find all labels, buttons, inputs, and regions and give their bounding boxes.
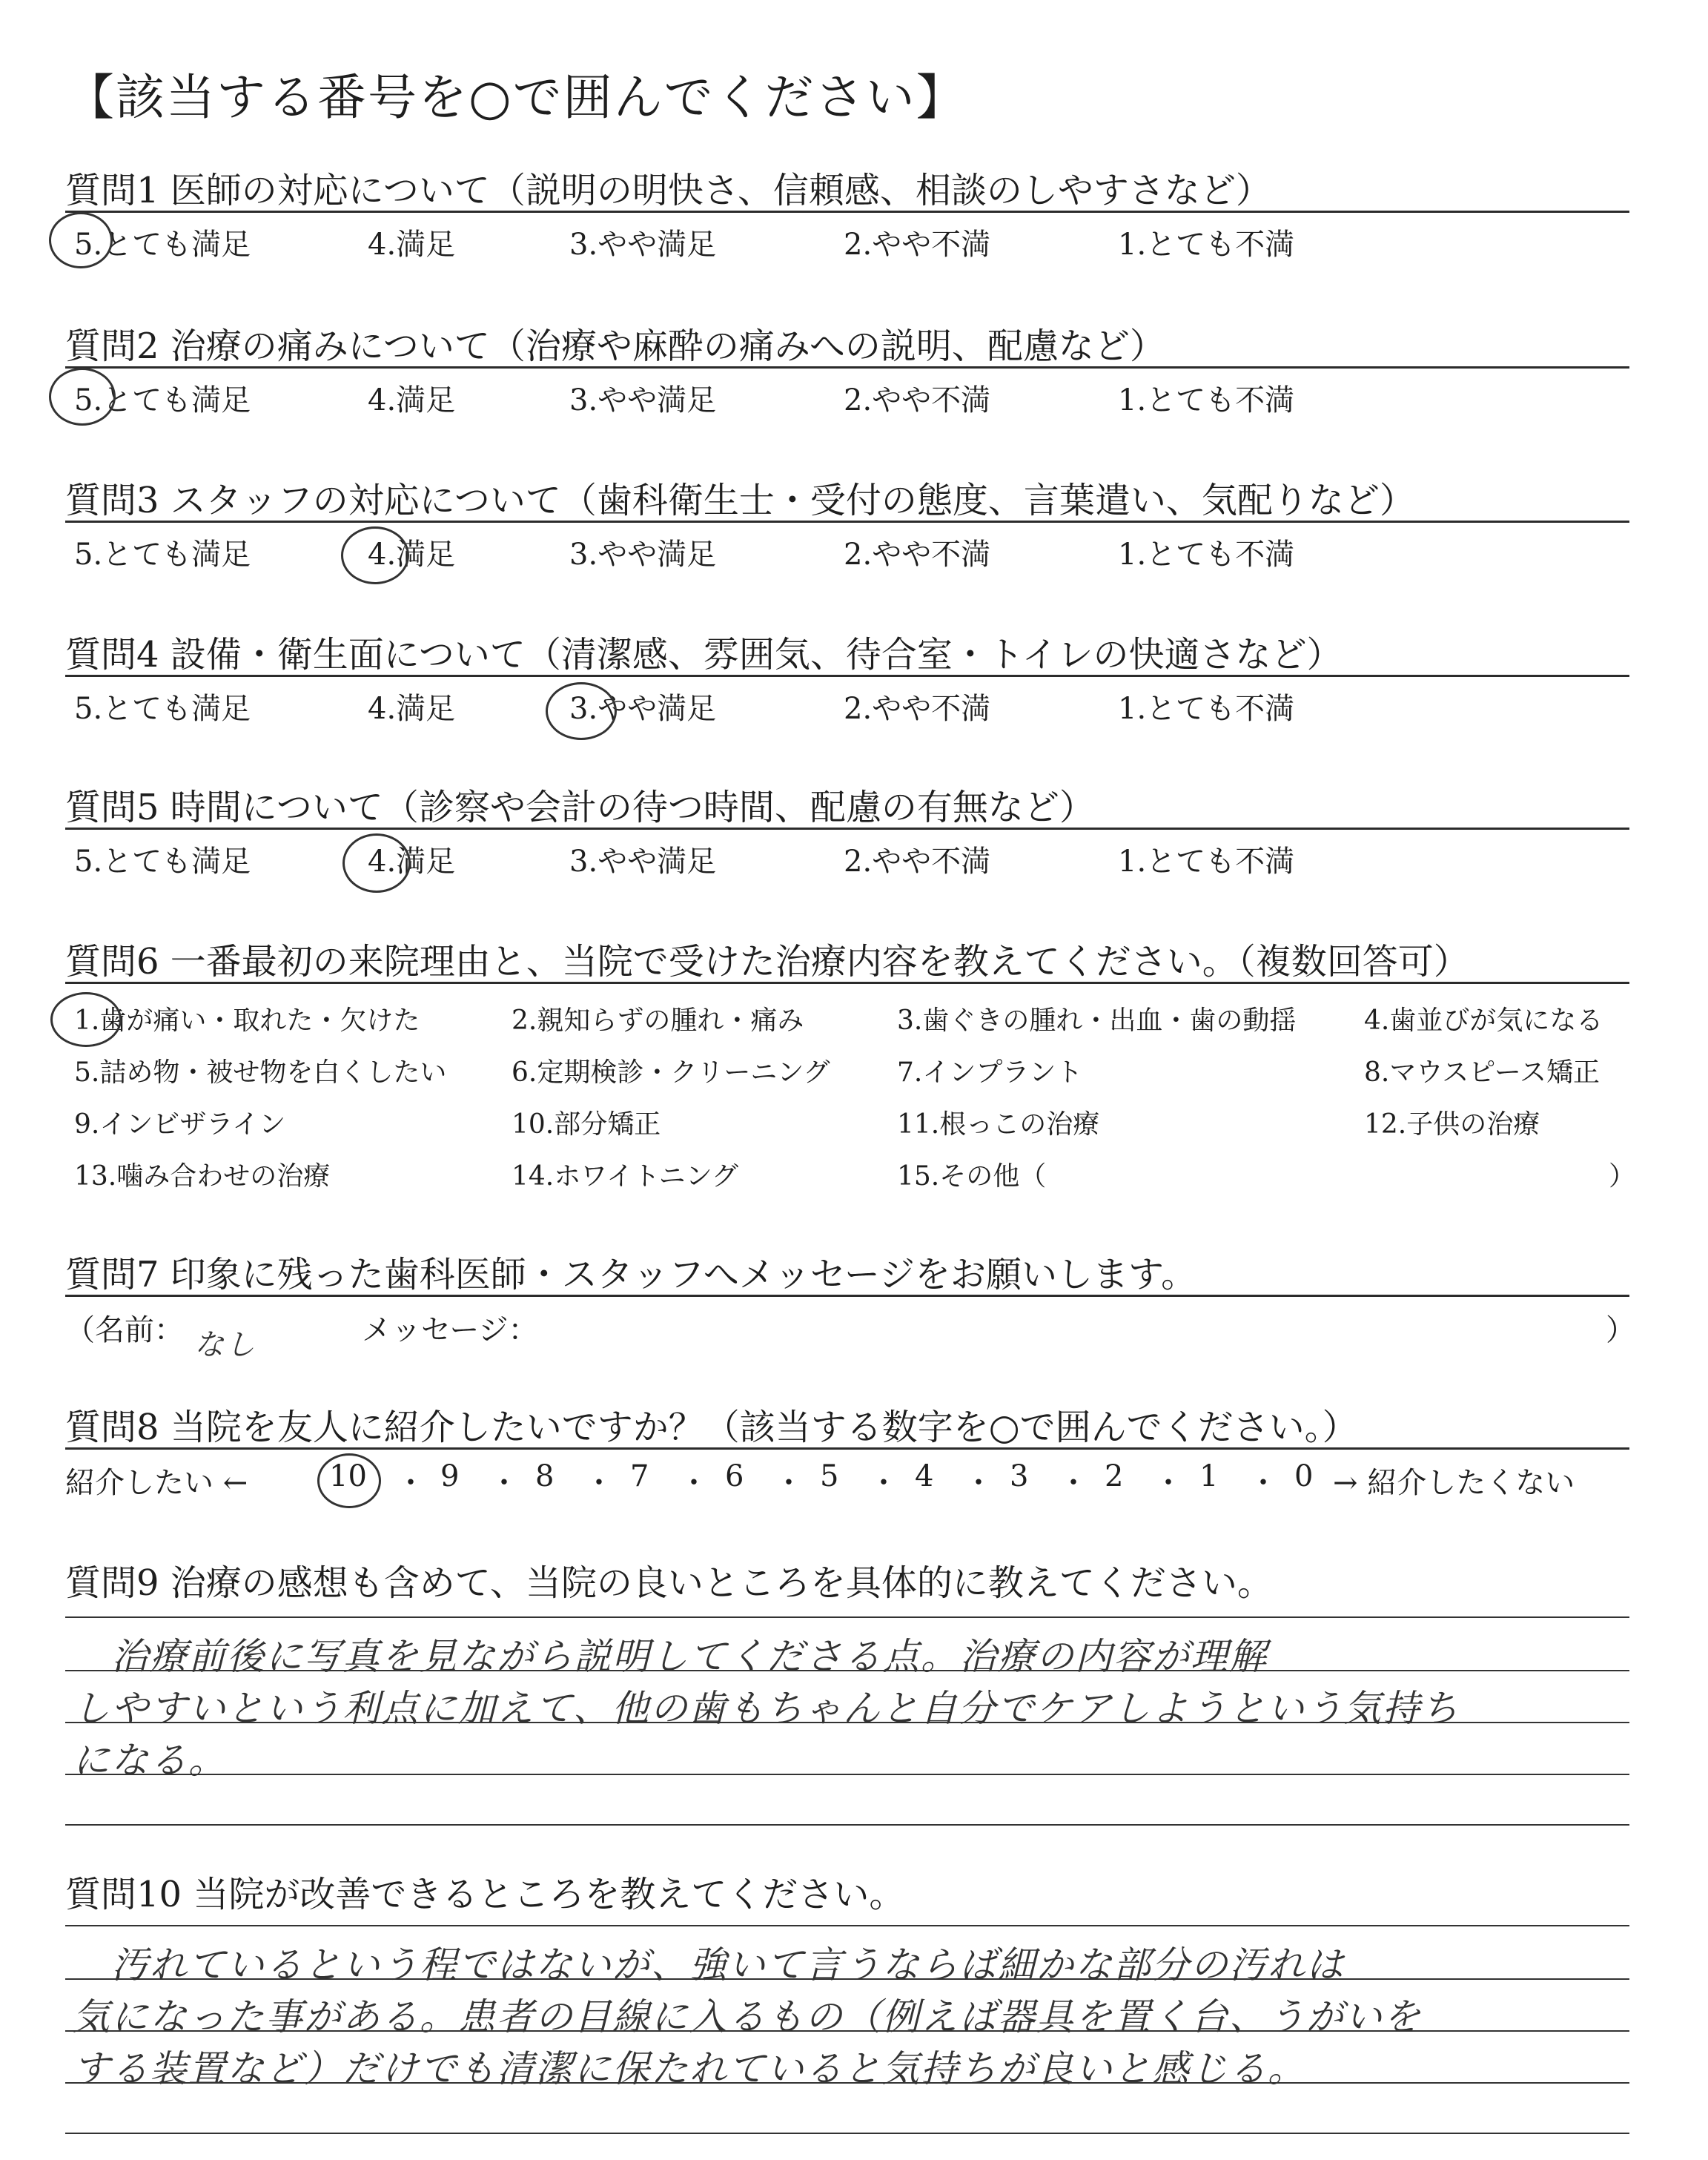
question-9-title: 質問9 治療の感想も含めて、当院の良いところを具体的に教えてください。 <box>65 1562 1273 1604</box>
answer-line <box>65 1824 1629 1826</box>
reason-item-11[interactable]: 11.根っこの治療 <box>897 1109 1100 1140</box>
q10-answer-line-3: する装置など）だけでも清潔に保たれていると気持ちが良いと感じる。 <box>73 2047 1306 2090</box>
scale-dot: ・ <box>396 1466 426 1500</box>
selection-circle-q3 <box>341 526 409 584</box>
question-6-title: 質問6 一番最初の来院理由と、当院で受けた治療内容を教えてください。（複数回答可） <box>65 941 1469 982</box>
option-1-very-dissatisfied[interactable]: 1.とても不満 <box>1118 383 1295 417</box>
reason-item-2[interactable]: 2.親知らずの腫れ・痛み <box>512 1005 804 1036</box>
question-4-rule <box>65 675 1629 677</box>
option-1-very-dissatisfied[interactable]: 1.とても不満 <box>1118 692 1295 726</box>
scale-dot: ・ <box>1059 1466 1088 1500</box>
option-5-very-satisfied[interactable]: 5.とても満足 <box>74 692 251 726</box>
scale-dot: ・ <box>774 1466 804 1500</box>
scale-8[interactable]: 8 <box>535 1459 555 1493</box>
question-7-rule <box>65 1295 1629 1297</box>
message-label: メッセージ： <box>362 1313 538 1347</box>
reason-item-15-close: ） <box>1609 1161 1636 1192</box>
scale-dot: ・ <box>1248 1466 1278 1500</box>
selection-circle-q1 <box>49 212 113 268</box>
option-4-satisfied[interactable]: 4.満足 <box>368 845 456 879</box>
reason-item-7[interactable]: 7.インプラント <box>897 1057 1083 1088</box>
scale-1[interactable]: 1 <box>1199 1459 1219 1493</box>
scale-4[interactable]: 4 <box>915 1459 934 1493</box>
scale-10[interactable]: 10 <box>329 1459 367 1493</box>
option-4-satisfied[interactable]: 4.満足 <box>368 228 456 262</box>
selection-circle-q2 <box>49 368 116 426</box>
page-header: 【該当する番号を○で囲んでください】 <box>65 69 967 126</box>
scale-dot: ・ <box>1153 1466 1183 1500</box>
scale-2[interactable]: 2 <box>1105 1459 1124 1493</box>
recommend-scale <box>65 1459 1629 1504</box>
reason-item-14[interactable]: 14.ホワイトニング <box>512 1161 739 1192</box>
reason-item-3[interactable]: 3.歯ぐきの腫れ・出血・歯の動揺 <box>897 1005 1297 1036</box>
question-7-title: 質問7 印象に残った歯科医師・スタッフへメッセージをお願いします。 <box>65 1254 1197 1295</box>
option-3-somewhat-satisfied[interactable]: 3.やや満足 <box>569 538 717 572</box>
option-3-somewhat-satisfied[interactable]: 3.やや満足 <box>569 692 717 726</box>
name-label: （名前： <box>65 1313 184 1347</box>
question-5-title: 質問5 時間について（診察や会計の待つ時間、配慮の有無など） <box>65 787 1095 828</box>
question-8-rule <box>65 1447 1629 1450</box>
option-2-somewhat-dissatisfied[interactable]: 2.やや不満 <box>844 538 991 572</box>
q10-answer-line-2: 気になった事がある。患者の目線に入るもの（例えば器具を置く台、うがいを <box>73 1995 1422 2038</box>
option-3-somewhat-satisfied[interactable]: 3.やや満足 <box>569 228 717 262</box>
reason-item-5[interactable]: 5.詰め物・被せ物を白くしたい <box>74 1057 447 1088</box>
option-1-very-dissatisfied[interactable]: 1.とても不満 <box>1118 845 1295 879</box>
option-5-very-satisfied[interactable]: 5.とても満足 <box>74 383 251 417</box>
reason-item-8[interactable]: 8.マウスピース矯正 <box>1364 1057 1601 1088</box>
scale-9[interactable]: 9 <box>440 1459 460 1493</box>
answer-line <box>65 1925 1629 1926</box>
scale-3[interactable]: 3 <box>1010 1459 1029 1493</box>
option-5-very-satisfied[interactable]: 5.とても満足 <box>74 538 251 572</box>
question-3-title: 質問3 スタッフの対応について（歯科衛生士・受付の態度、言葉遣い、気配りなど） <box>65 480 1415 521</box>
option-2-somewhat-dissatisfied[interactable]: 2.やや不満 <box>844 845 991 879</box>
option-4-satisfied[interactable]: 4.満足 <box>368 538 456 572</box>
option-2-somewhat-dissatisfied[interactable]: 2.やや不満 <box>844 228 991 262</box>
option-4-satisfied[interactable]: 4.満足 <box>368 692 456 726</box>
question-6-rule <box>65 982 1629 984</box>
option-4-satisfied[interactable]: 4.満足 <box>368 383 456 417</box>
reason-item-10[interactable]: 10.部分矯正 <box>512 1109 661 1140</box>
reason-item-13[interactable]: 13.噛み合わせの治療 <box>74 1161 331 1192</box>
selection-circle-q8 <box>317 1453 381 1508</box>
question-2-rule <box>65 366 1629 369</box>
reason-item-12[interactable]: 12.子供の治療 <box>1364 1109 1540 1140</box>
scale-0[interactable]: 0 <box>1294 1459 1314 1493</box>
scale-dot: ・ <box>584 1466 614 1500</box>
answer-line <box>65 1616 1629 1618</box>
answer-line <box>65 2133 1629 2134</box>
q9-answer-line-1: 治療前後に写真を見ながら説明してくださる点。治療の内容が理解 <box>111 1635 1268 1678</box>
selection-circle-q5 <box>342 833 411 893</box>
question-2-title: 質問2 治療の痛みについて（治療や麻酔の痛みへの説明、配慮など） <box>65 326 1165 367</box>
option-5-very-satisfied[interactable]: 5.とても満足 <box>74 228 251 262</box>
option-3-somewhat-satisfied[interactable]: 3.やや満足 <box>569 383 717 417</box>
q10-answer-line-1: 汚れているという程ではないが、強いて言うならば細かな部分の汚れは <box>111 1943 1345 1986</box>
scale-5[interactable]: 5 <box>820 1459 839 1493</box>
reason-item-6[interactable]: 6.定期検診・クリーニング <box>512 1057 830 1088</box>
option-1-very-dissatisfied[interactable]: 1.とても不満 <box>1118 228 1295 262</box>
question-1-rule <box>65 211 1629 213</box>
q9-answer-line-3: になる。 <box>73 1739 227 1782</box>
reason-item-9[interactable]: 9.インビザライン <box>74 1109 286 1140</box>
scale-dot: ・ <box>869 1466 898 1500</box>
q9-answer-line-2: しやすいという利点に加えて、他の歯もちゃんと自分でケアしようという気持ち <box>73 1687 1460 1730</box>
question-10-title: 質問10 当院が改善できるところを教えてください。 <box>65 1874 905 1915</box>
option-2-somewhat-dissatisfied[interactable]: 2.やや不満 <box>844 383 991 417</box>
scale-dot: ・ <box>679 1466 709 1500</box>
reason-item-4[interactable]: 4.歯並びが気になる <box>1364 1005 1603 1036</box>
scale-dot: ・ <box>489 1466 519 1500</box>
message-close-paren: ） <box>1606 1313 1635 1347</box>
question-1-title: 質問1 医師の対応について（説明の明快さ、信頼感、相談のしやすさなど） <box>65 170 1271 211</box>
question-8-title: 質問8 当院を友人に紹介したいですか？（該当する数字を○で囲んでください。） <box>65 1407 1358 1448</box>
name-handwritten: なし <box>194 1328 256 1362</box>
question-4-title: 質問4 設備・衛生面について（清潔感、雰囲気、待合室・トイレの快適さなど） <box>65 634 1343 676</box>
reason-item-1[interactable]: 1.歯が痛い・取れた・欠けた <box>74 1005 420 1036</box>
answer-line <box>65 1774 1629 1775</box>
selection-circle-q4 <box>546 682 617 740</box>
selection-circle-q6 <box>50 992 122 1047</box>
question-3-rule <box>65 521 1629 523</box>
reason-item-15[interactable]: 15.その他（ <box>897 1161 1047 1192</box>
scale-right-label: → 紹介したくない <box>1333 1466 1575 1500</box>
scale-dot: ・ <box>964 1466 993 1500</box>
option-1-very-dissatisfied[interactable]: 1.とても不満 <box>1118 538 1295 572</box>
scale-6[interactable]: 6 <box>725 1459 744 1493</box>
question-5-rule <box>65 828 1629 830</box>
option-2-somewhat-dissatisfied[interactable]: 2.やや不満 <box>844 692 991 726</box>
scale-left-label: 紹介したい ← <box>65 1466 248 1500</box>
scale-7[interactable]: 7 <box>630 1459 649 1493</box>
option-5-very-satisfied[interactable]: 5.とても満足 <box>74 845 251 879</box>
option-3-somewhat-satisfied[interactable]: 3.やや満足 <box>569 845 717 879</box>
